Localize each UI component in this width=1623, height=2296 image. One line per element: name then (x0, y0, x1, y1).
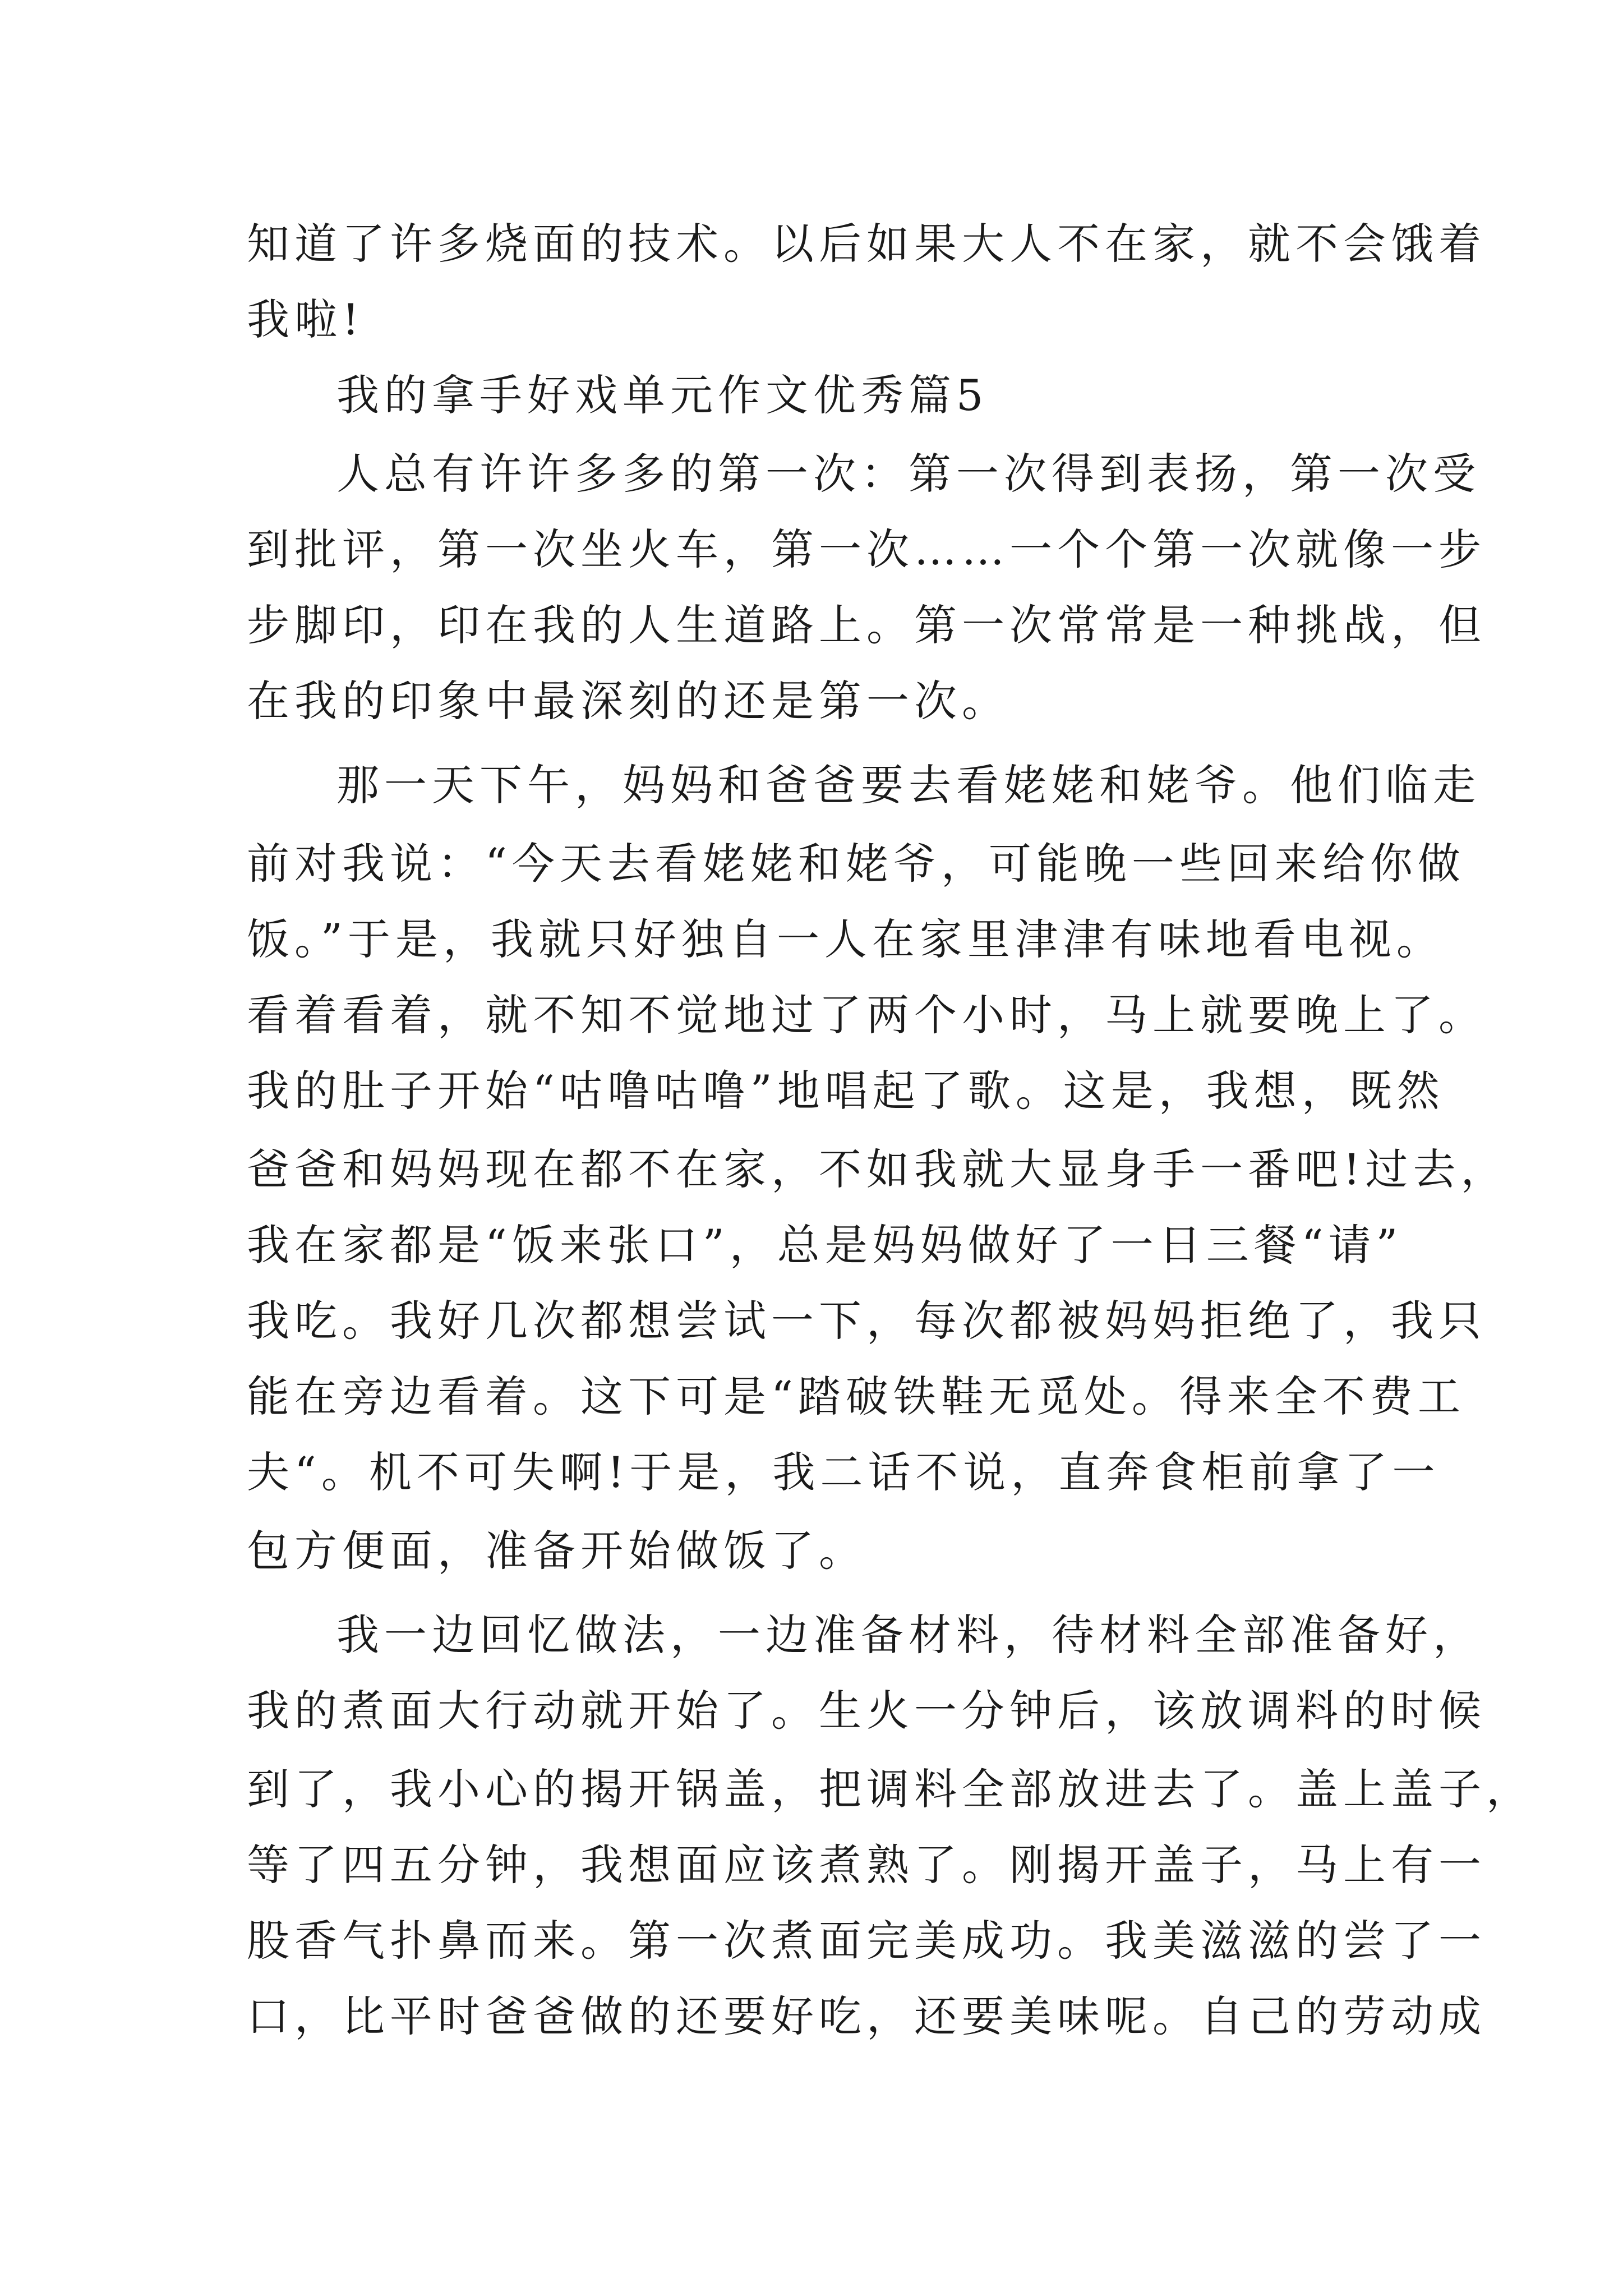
section-heading: 我的拿手好戏单元作文优秀篇5 (336, 370, 989, 420)
paragraph-line: 能在旁边看着。这下可是“踏破铁鞋无觅处。得来全不费工 (247, 1372, 1465, 1421)
paragraph-line: 步脚印，印在我的人生道路上。第一次常常是一种挑战，但 (247, 600, 1486, 650)
paragraph-line: 我的煮面大行动就开始了。生火一分钟后，该放调料的时候 (247, 1686, 1486, 1736)
paragraph-line: 等了四五分钟，我想面应该煮熟了。刚揭开盖子，马上有一 (247, 1840, 1486, 1890)
paragraph-line: 到批评，第一次坐火车，第一次……一个个第一次就像一步 (247, 524, 1486, 574)
paragraph-line: 包方便面，准备开始做饭了。 (247, 1526, 866, 1576)
paragraph-line: 前对我说：“今天去看姥姥和姥爷，可能晚一些回来给你做 (247, 839, 1465, 889)
paragraph-line: 夫“。机不可失啊!于是，我二话不说，直奔食柜前拿了一 (247, 1447, 1440, 1497)
paragraph-line: 我吃。我好几次都想尝试一下，每次都被妈妈拒绝了，我只 (247, 1296, 1486, 1346)
paragraph-line: 股香气扑鼻而来。第一次煮面完美成功。我美滋滋的尝了一 (247, 1916, 1486, 1966)
paragraph-line: 口，比平时爸爸做的还要好吃，还要美味呢。自己的劳动成 (247, 1991, 1486, 2041)
paragraph-line: 那一天下午，妈妈和爸爸要去看姥姥和姥爷。他们临走 (336, 760, 1481, 810)
paragraph-line: 爸爸和妈妈现在都不在家，不如我就大显身手一番吧!过去， (247, 1144, 1509, 1194)
paragraph-line: 人总有许许多多的第一次：第一次得到表扬，第一次受 (336, 449, 1481, 499)
paragraph-line: 饭。”于是，我就只好独自一人在家里津津有味地看电视。 (247, 914, 1444, 964)
paragraph-line: 我一边回忆做法，一边准备材料，待材料全部准备好， (336, 1610, 1481, 1660)
paragraph-line: 到了，我小心的揭开锅盖，把调料全部放进去了。盖上盖子， (247, 1764, 1534, 1814)
paragraph-line: 在我的印象中最深刻的还是第一次。 (247, 676, 1009, 726)
paragraph-line: 我在家都是“饭来张口”，总是妈妈做好了一日三餐“请” (247, 1220, 1403, 1270)
text-line: 知道了许多烧面的技术。以后如果大人不在家，就不会饿着 (247, 219, 1486, 269)
text-line: 我啦! (247, 295, 365, 344)
paragraph-line: 看着看着，就不知不觉地过了两个小时，马上就要晚上了。 (247, 990, 1486, 1040)
paragraph-line: 我的肚子开始“咕噜咕噜”地唱起了歌。这是，我想，既然 (247, 1066, 1445, 1116)
